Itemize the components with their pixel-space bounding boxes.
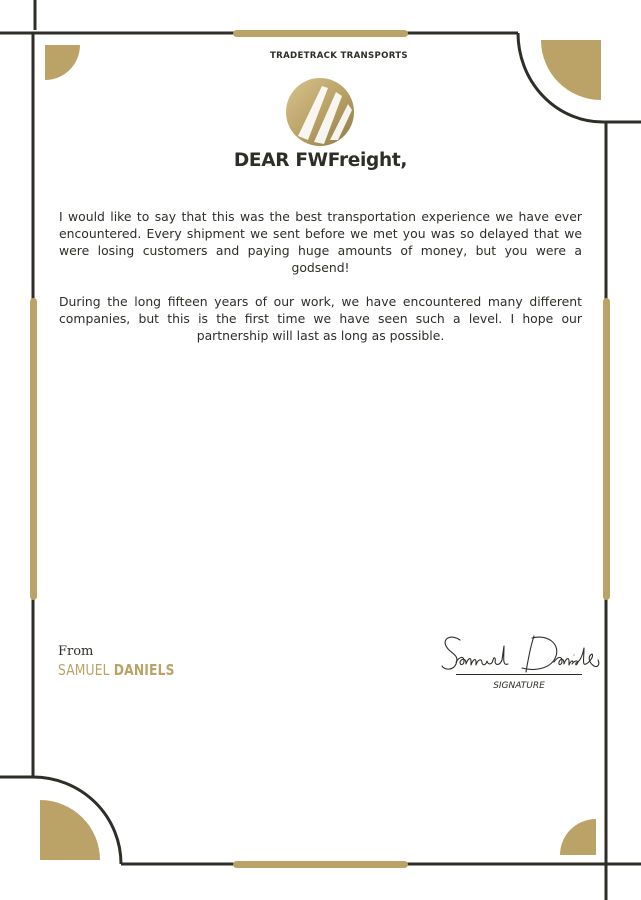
handwritten-signature: [438, 628, 608, 680]
sender-last-name: DANIELS: [113, 661, 175, 679]
letter-greeting: DEAR FWFreight,: [233, 150, 408, 171]
from-label: From: [58, 644, 94, 659]
gold-bar-bottom: [233, 861, 408, 868]
logo-text: TRADETRACK TRANSPORTS: [270, 51, 408, 61]
letter-paragraph-1: I would like to say that this was the best transportation experience we have ever encountered. Every shipment we sent before we met you was so delayed that we were losing customers and paying huge amounts of money, but you were a godsend!: [59, 209, 582, 275]
letter-paragraph-2: During the long fifteen years of our work, we have encountered many different companies, but this is the first time we have seen such a level. I hope our partnership will last as long as possible.: [59, 294, 582, 343]
gold-bar-top: [233, 30, 408, 37]
gold-quarter-top-right: [541, 40, 601, 100]
gold-bar-right: [603, 298, 610, 600]
signature-label: SIGNATURE: [493, 681, 545, 691]
letter-body: [59, 208, 582, 361]
sender-first-name: SAMUEL: [58, 661, 110, 679]
company-logo: [270, 51, 408, 150]
gold-quarter-top-left: [45, 45, 80, 80]
gold-quarter-bottom-right: [560, 819, 596, 855]
gold-bar-left: [30, 298, 37, 600]
gold-quarter-bottom-left: [40, 800, 100, 860]
sender-name: [58, 661, 175, 679]
signature-line: [456, 674, 582, 675]
